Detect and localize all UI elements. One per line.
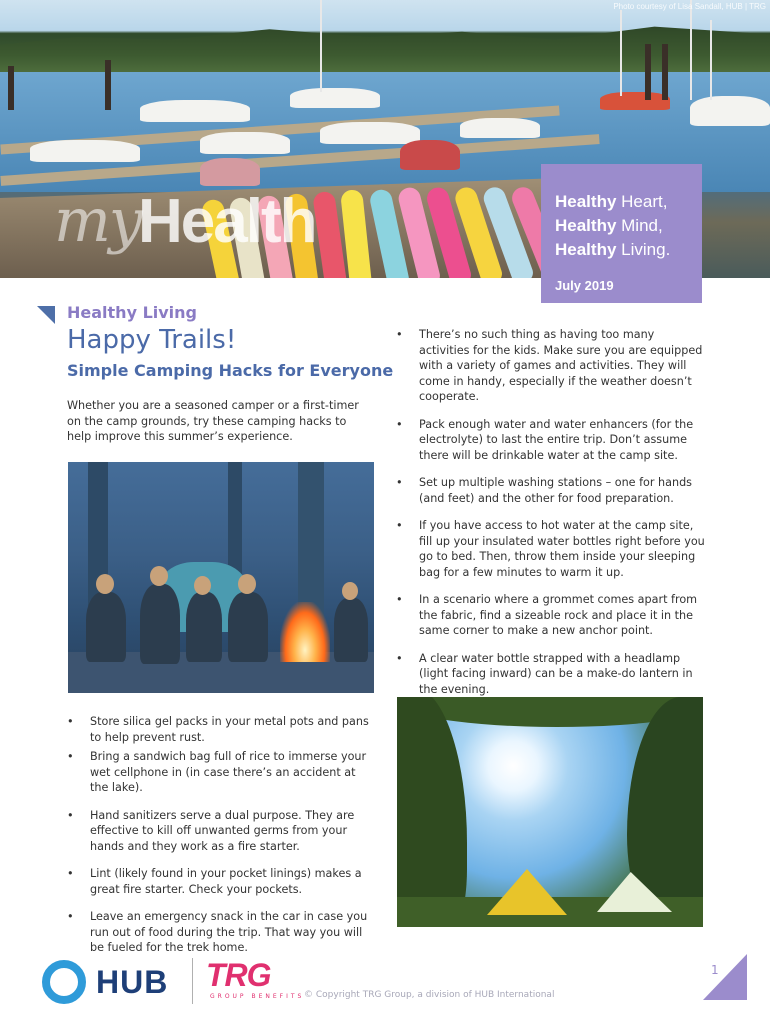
tagline-box (541, 164, 702, 303)
person-head (238, 574, 256, 594)
person (86, 592, 126, 662)
sailboat-mast (620, 10, 622, 96)
person-head (96, 574, 114, 594)
left-tips-list (67, 714, 377, 956)
boat (460, 118, 540, 138)
list-item: • In a scenario where a grommet comes apart from the fabric, find a sizeable rock and place it in the same corner to make a new anchor point. (396, 592, 706, 639)
tagline-lines (555, 190, 670, 262)
dock-post (645, 44, 651, 100)
boat (200, 132, 290, 154)
list-item: • Hand sanitizers serve a dual purpose. They are effective to kill off unwanted germs from your hands and they work as a fire starter. (67, 808, 377, 855)
list-item: • If you have access to hot water at the camp site, fill up your insulated water bottles right before you go to bed. Then, throw them inside your sleeping bag for a few minutes to warm it up. (396, 518, 706, 580)
person-head (194, 576, 211, 595)
tagline-line-living: Healthy Living. (555, 240, 671, 259)
boat (30, 140, 140, 162)
tagline-line-mind: Healthy Mind, (555, 216, 663, 235)
sailboat-mast (710, 20, 712, 100)
boat (690, 96, 770, 126)
boat (320, 122, 420, 144)
logo-my-text: my (54, 186, 141, 256)
logo-health-text: Health (138, 187, 316, 256)
dock-post (662, 44, 668, 100)
list-item: • Leave an emergency snack in the car in case you run out of food during the trip. That way you will be fueled for the trek home. (67, 909, 377, 956)
list-item: • Pack enough water and water enhancers (for the electrolyte) to last the entire trip. Don’t assume there will be drinkable water at the camp site. (396, 417, 706, 464)
person (186, 592, 222, 662)
boat (400, 140, 460, 170)
list-item: • Bring a sandwich bag full of rice to immerse your wet cellphone in (in case there’s an accident at the lake). (67, 749, 377, 796)
trg-logo-text: TRG (206, 957, 271, 993)
yellow-tent (487, 869, 567, 915)
campfire-photo (68, 462, 374, 693)
sailboat-mast (320, 0, 322, 92)
sailboat-mast (690, 0, 692, 100)
copyright-text: © Copyright TRG Group, a division of HUB International (304, 990, 555, 1000)
boat (140, 100, 250, 122)
page-number: 1 (711, 963, 719, 977)
issue-date: July 2019 (555, 278, 614, 293)
boat (200, 158, 260, 186)
hub-circle-icon (42, 960, 86, 1004)
person-head (150, 566, 168, 586)
dock-post (8, 66, 14, 110)
hub-logo-text: HUB (96, 964, 169, 1000)
list-item: • Lint (likely found in your pocket linings) makes a great fire starter. Check your pockets. (67, 866, 377, 897)
list-item: • A clear water bottle strapped with a headlamp (light facing inward) can be a make-do lantern in the evening. (396, 651, 706, 698)
article-title: Happy Trails! (67, 325, 237, 355)
trg-logo-subtext: GROUP BENEFITS (210, 993, 305, 1000)
footer-divider (192, 958, 193, 1004)
tagline-line-heart: Healthy Heart, (555, 192, 668, 211)
tents-forest-photo (397, 697, 703, 927)
person (228, 592, 268, 662)
tree-foliage-left (397, 697, 467, 927)
campfire-flame (280, 602, 330, 662)
list-item: • There’s no such thing as having too many activities for the kids. Make sure you are equipped with a variety of games and activities. They will come in handy, especially if the weather doesn’t cooperate. (396, 327, 706, 405)
hub-logo (42, 960, 182, 1004)
list-item: • Set up multiple washing stations – one for hands (and feet) and the other for food preparation. (396, 475, 706, 506)
section-label: Healthy Living (67, 303, 197, 322)
photo-credit: Photo courtesy of Lisa Sandall, HUB | TRG (613, 2, 766, 11)
person-head (342, 582, 358, 600)
dock-post (105, 60, 111, 110)
right-tips-list (396, 327, 706, 697)
person (140, 584, 180, 664)
corner-triangle-icon (37, 306, 55, 324)
boat (290, 88, 380, 108)
article-subtitle: Simple Camping Hacks for Everyone (67, 361, 394, 380)
page-corner-triangle-icon (703, 954, 747, 1000)
article-intro: Whether you are a seasoned camper or a first-timer on the camp grounds, try these camping hacks to help improve this summer’s experience. (67, 399, 359, 443)
forest-hills (0, 24, 770, 76)
boat (600, 92, 670, 110)
list-item: • Store silica gel packs in your metal pots and pans to help prevent rust. (67, 714, 377, 745)
person (334, 598, 368, 662)
